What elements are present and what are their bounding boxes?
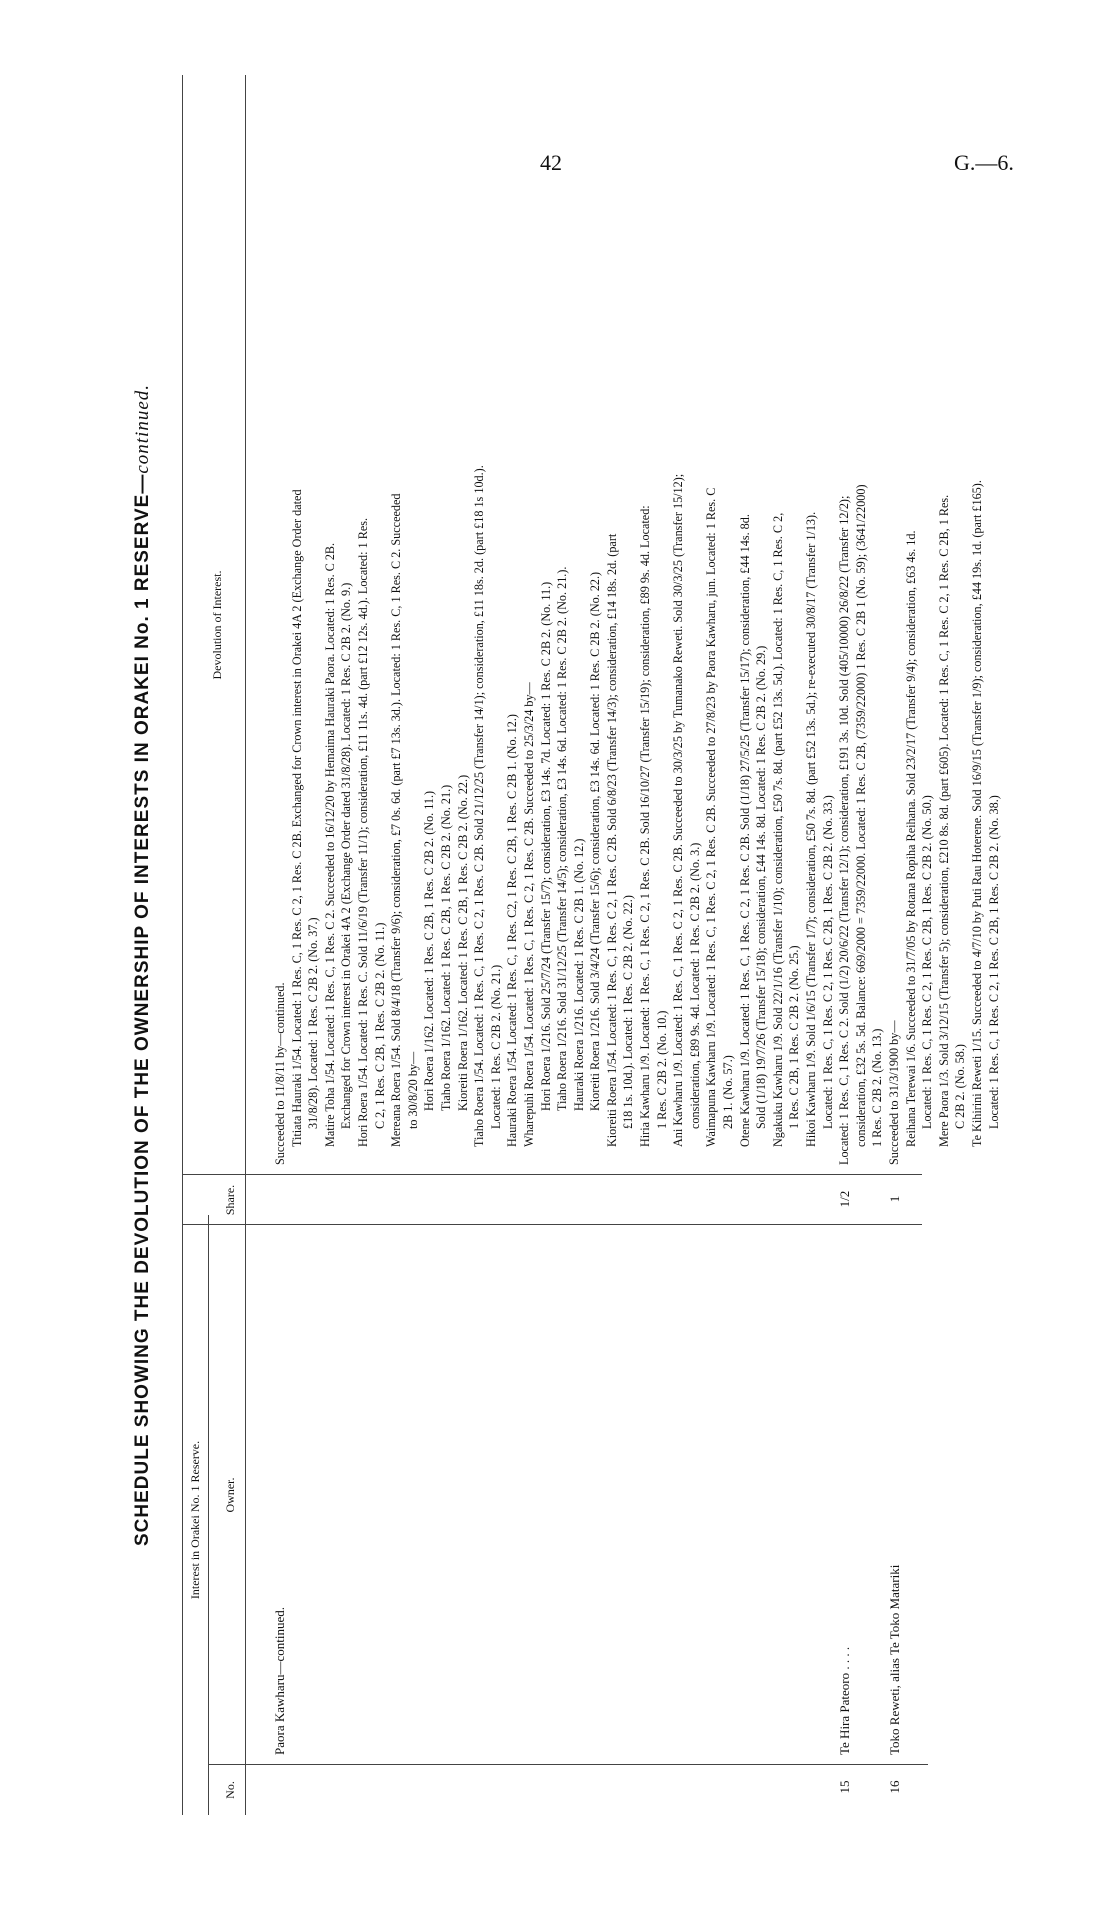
- devolution-line: Tiaho Roera 1/216. Sold 31/12/25 (Transfer 14/5); consideration, £3 14s. 6d. Located: 1 Res. C 2B 2. (No. 21.).: [555, 566, 570, 1111]
- devolution-line: Otene Kawharu 1/9. Located: 1 Res. C, 1 Res. C 2, 1 Res. C 2B. Sold (1/18) 27/5/25 (Transfer 15/17); consideration, £44 14s. 8d.: [737, 514, 752, 1147]
- col-header-share: Share.: [223, 1184, 237, 1216]
- rotated-schedule-page: [120, 55, 1080, 1815]
- devolution-line: Hiria Kawharu 1/9. Located: 1 Res. C, 1 Res. C 2, 1 Res. C 2B. Sold 16/10/27 (Transfer 15/19); consideration, £89 9s. 4d. Located:: [638, 505, 653, 1147]
- devolution-line: Located: 1 Res. C, 1 Res. C 2, 1 Res. C 2B, 1 Res. C 2B 2. (No. 38.): [986, 795, 1001, 1129]
- page-number: 42: [540, 150, 562, 175]
- devolution-line: Hori Roera 1/216. Sold 25/7/24 (Transfer 15/7); consideration, £3 14s. 7d. Located: 1 Res. C 2B 2. (No. 11.): [538, 581, 553, 1111]
- col-header-owner: Owner.: [223, 1477, 237, 1513]
- devolution-line: Hauraki Roera 1/216. Located: 1 Res. C 2B 1. (No. 12.): [571, 838, 586, 1111]
- devolution-line: Matire Toha 1/54. Located: 1 Res. C, 1 Res. C 2. Succeeded to 16/12/20 by Hemaima Hauraki Paora. Located: 1 Res. C 2B.: [322, 542, 337, 1147]
- devolution-line: Kioreiti Roera 1/54. Located: 1 Res. C, 1 Res. C 2, 1 Res. C 2B. Sold 6/8/23 (Transfer 14/3); consideration, £14 18s. 2d. (part: [604, 533, 619, 1147]
- devolution-line: 1 Res. C 2B 2. (No. 10.): [654, 1010, 669, 1129]
- devolution-line: Located: 1 Res. C, 1 Res. C 2. Sold (1/2) 20/6/22 (Transfer 12/1); consideration, £191 3s. 10d. Sold (405/10000) 26/8/22 (Transfer 12/2);: [837, 495, 852, 1165]
- devolution-line: to 30/8/20 by—: [405, 1051, 420, 1129]
- col-rule-owner: [182, 1224, 922, 1225]
- devolution-line: Located: 1 Res. C, 1 Res. C 2, 1 Res. C 2B, 1 Res. C 2B 2. (No. 33.): [820, 795, 835, 1129]
- col-header-no: No.: [223, 1781, 237, 1799]
- devolution-line: 31/8/28). Located: 1 Res. C 2B 2. (No. 37.): [306, 917, 321, 1129]
- devolution-line: Kioreiti Roera 1/162. Located: 1 Res. C 2B, 1 Res. C 2B 2. (No. 22.): [455, 774, 470, 1111]
- owner-name: Te Hira Pateoro . . . .: [837, 1646, 852, 1755]
- col-header-devolution: Devolution of Interest.: [210, 570, 224, 680]
- devolution-line: Mereana Roera 1/54. Sold 8/4/18 (Transfer 9/6); consideration, £7 0s. 6d. (part £7 13s. 3d.). Located: 1 Res. C, 1 Res. C 2. Succeeded: [389, 493, 404, 1147]
- table-top-rule: [182, 75, 183, 1815]
- owner-share: 1: [887, 1195, 902, 1203]
- group-header: Interest in Orakei No. 1 Reserve.: [188, 1440, 202, 1600]
- devolution-line: C 2, 1 Res. C 2B, 1 Res. C 2B 2. (No. 11.): [372, 922, 387, 1129]
- owner-number: 15: [837, 1780, 852, 1794]
- col-rule-share: [182, 1174, 922, 1175]
- devolution-line: Tiaho Roera 1/54. Located: 1 Res. C, 1 Res. C 2, 1 Res. C 2B. Sold 21/12/25 (Transfer 14/1); consideration, £11 18s. 2d. (part £18 1s 10d.).: [472, 465, 487, 1147]
- devolution-line: Waimapuna Kawharu 1/9. Located: 1 Res. C, 1 Res. C 2, 1 Res. C 2B. Succeeded to 27/8/23 by Paora Kawharu, jun. Located: 1 Res. C: [704, 487, 719, 1147]
- devolution-line: Hori Roera 1/162. Located: 1 Res. C 2B, 1 Res. C 2B 2. (No. 11.): [422, 790, 437, 1111]
- devolution-line: Wharepuhi Roera 1/54. Located: 1 Res. C, 1 Res. C 2, 1 Res. C 2B. Succeeded to 25/3/24 by—: [521, 682, 536, 1147]
- document-reference: G.—6.: [954, 150, 1014, 175]
- schedule-title-suffix: continued.: [132, 383, 153, 474]
- col-rule-no: [208, 1764, 928, 1765]
- devolution-line: Tiaho Roera 1/162. Located: 1 Res. C 2B, 1 Res. C 2B 2. (No. 21.): [438, 784, 453, 1111]
- group-header-rule: [208, 1215, 209, 1815]
- devolution-line: Titiata Hauraki 1/54. Located: 1 Res. C, 1 Res. C 2, 1 Res. C 2B. Exchanged for Crown interest in Orakei 4A 2 (Exchange Order dated: [289, 489, 304, 1147]
- owner-share: 1/2: [837, 1190, 852, 1208]
- header-bottom-rule: [245, 75, 246, 1815]
- devolution-line: consideration, £89 9s. 4d. Located: 1 Res. C 2B 2. (No. 3.): [687, 842, 702, 1129]
- devolution-line: Reihana Terewai 1/6. Succeeded to 31/7/05 by Rotana Ropiha Reihana. Sold 23/2/17 (Transfer 9/4); consideration, £63 4s. 1d.: [903, 530, 918, 1147]
- devolution-line: consideration, £32 5s. 5d. Balance: 669/2000 = 7359/22000. Located: 1 Res. C 2B, (7359/22000) 1 Res. C 2B 1 (No. 59); (3641/22000): [853, 484, 868, 1147]
- owner-name: Paora Kawharu—continued.: [272, 1606, 287, 1755]
- devolution-line: 1 Res. C 2B, 1 Res. C 2B 2. (No. 25.): [787, 945, 802, 1129]
- devolution-line: Sold (1/18) 19/7/26 (Transfer 15/18); consideration, £44 14s. 8d. Located: 1 Res. C 2B 2. (No. 29.): [754, 645, 769, 1129]
- devolution-line: Exchanged for Crown interest in Orakei 4A 2 (Exchange Order dated 31/8/28). Located: 1 Res. C 2B 2. (No. 9.): [339, 582, 354, 1129]
- devolution-line: Succeeded to 11/8/11 by—continued.: [273, 982, 287, 1165]
- devolution-line: Ngakuku Kawharu 1/9. Sold 22/1/16 (Transfer 1/10); consideration, £50 7s. 8d. (part £52 13s. 5d.). Located: 1 Res. C, 1 Res. C 2,: [770, 512, 785, 1147]
- devolution-line: Hori Roera 1/54. Located: 1 Res. C. Sold 11/6/19 (Transfer 11/1); consideration, £11 11s. 4d. (part £12 12s. 4d.). Located: 1 Res.: [355, 517, 370, 1147]
- devolution-line: Mere Paora 1/3. Sold 3/12/15 (Transfer 5); consideration, £210 8s. 8d. (part £605). Located: 1 Res. C, 1 Res. C 2, 1 Res. C 2B, 1 Res.: [936, 494, 951, 1147]
- devolution-line: Located: 1 Res. C, 1 Res. C 2, 1 Res. C 2B, 1 Res. C 2B 2. (No. 50.): [920, 795, 935, 1129]
- owner-number: 16: [887, 1780, 902, 1794]
- devolution-line: £18 1s. 10d.). Located: 1 Res. C 2B 2. (No. 22.): [621, 895, 636, 1129]
- owner-name: Toko Reweti, alias Te Toko Matariki: [887, 1564, 902, 1755]
- devolution-line: 1 Res. C 2B 2. (No. 13.): [870, 1028, 885, 1147]
- devolution-line: Ani Kawharu 1/9. Located: 1 Res. C, 1 Res. C 2, 1 Res. C 2B. Succeeded to 30/3/25 by Tumanako Reweti. Sold 30/3/25 (Transfer 15/12);: [671, 473, 686, 1147]
- devolution-line: Succeeded to 31/3/1900 by—: [886, 1020, 901, 1165]
- devolution-line: Hauraki Roera 1/54. Located: 1 Res. C, 1 Res. C2, 1 Res. C 2B, 1 Res. C 2B 1. (No. 12.): [505, 714, 520, 1147]
- devolution-text: [272, 75, 1002, 1165]
- schedule-title-main: SCHEDULE SHOWING THE DEVOLUTION OF THE OWNERSHIP OF INTERESTS IN ORAKEI No. 1 RESERVE—: [132, 473, 153, 1547]
- devolution-line: Kioreiti Roera 1/216. Sold 3/4/24 (Transfer 15/6); consideration, £3 14s. 6d. Located: 1 Res. C 2B 2. (No. 22.): [588, 571, 603, 1111]
- devolution-line: Located: 1 Res. C 2B 2. (No. 21.): [488, 964, 503, 1129]
- schedule-title: [132, 115, 154, 1815]
- devolution-line: Te Kihirini Reweti 1/15. Succeeded to 4/7/10 by Puti Rau Hoterene. Sold 16/9/15 (Transfer 1/9); consideration, £44 19s. 1d. (part £165).: [969, 480, 984, 1147]
- devolution-line: Hikoi Kawharu 1/9. Sold 1/6/15 (Transfer 1/7); consideration, £50 7s. 8d. (part £52 13s. 5d.); re-executed 30/8/17 (Transfer 1/13).: [804, 511, 818, 1147]
- devolution-line: C 2B 2. (No. 58.): [953, 1044, 968, 1129]
- devolution-line: 2B 1. (No. 57.): [721, 1055, 736, 1129]
